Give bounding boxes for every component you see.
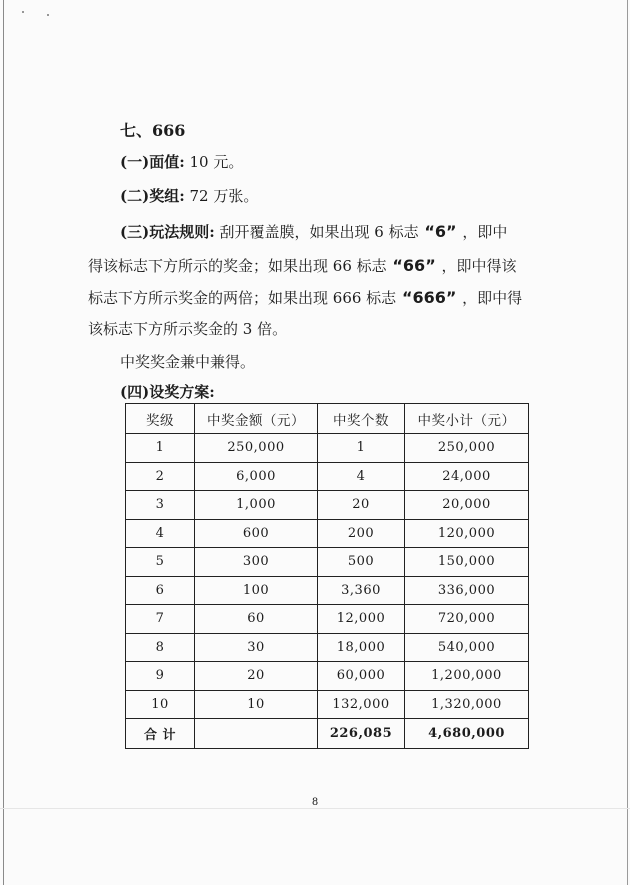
- page-number: 8: [311, 797, 319, 808]
- cell-level: 1: [126, 434, 195, 463]
- cell-subtotal: 24,000: [405, 462, 529, 491]
- multi-win-note: 中奖奖金兼中兼得。: [120, 353, 256, 371]
- rules-text-3a: 标志下方所示奖金的两倍；如果出现 666 标志: [88, 289, 397, 307]
- page-right-edge: [627, 0, 628, 885]
- table-row: [126, 690, 529, 719]
- rules-text-3b: ，即中得: [462, 289, 523, 307]
- prize-group-label: (二)奖组:: [120, 187, 185, 205]
- rules-text-1a: 刮开覆盖膜，如果出现 6 标志: [219, 223, 419, 241]
- cell-amount: 20: [195, 662, 318, 691]
- prize-group-line: [120, 186, 258, 206]
- header-count: 中奖个数: [318, 404, 405, 434]
- cell-level: 10: [126, 690, 195, 719]
- header-subtotal: 中奖小计（元）: [405, 404, 529, 434]
- cell-amount: 600: [195, 519, 318, 548]
- cell-subtotal: 150,000: [405, 548, 529, 577]
- cell-subtotal: 720,000: [405, 605, 529, 634]
- cell-count: 132,000: [318, 690, 405, 719]
- cell-count: 3,360: [318, 576, 405, 605]
- table-row: [126, 548, 529, 577]
- cell-amount: 1,000: [195, 491, 318, 520]
- total-label: 合 计: [126, 719, 195, 749]
- rules-text-1b: ，即中: [462, 223, 508, 241]
- table-header-row: [126, 404, 529, 434]
- rules-text-2a: 得该标志下方所示的奖金；如果出现 66 标志: [88, 257, 387, 275]
- cell-count: 200: [318, 519, 405, 548]
- symbol-666: “666”: [401, 288, 457, 307]
- cell-subtotal: 1,200,000: [405, 662, 529, 691]
- cell-amount: 100: [195, 576, 318, 605]
- table-row: [126, 519, 529, 548]
- table-row: [126, 434, 529, 463]
- table-row: [126, 662, 529, 691]
- cell-count: 20: [318, 491, 405, 520]
- cell-count: 12,000: [318, 605, 405, 634]
- table-row: [126, 462, 529, 491]
- cell-count: 18,000: [318, 633, 405, 662]
- cell-subtotal: 250,000: [405, 434, 529, 463]
- table-row: [126, 576, 529, 605]
- cell-subtotal: 120,000: [405, 519, 529, 548]
- rules-text-2b: ，即中得该: [441, 257, 517, 275]
- cell-subtotal: 336,000: [405, 576, 529, 605]
- cell-level: 5: [126, 548, 195, 577]
- cell-amount: 6,000: [195, 462, 318, 491]
- cell-amount: 10: [195, 690, 318, 719]
- face-value-text: 10 元。: [189, 153, 244, 171]
- header-amount: 中奖金额（元）: [195, 404, 318, 434]
- cell-level: 8: [126, 633, 195, 662]
- symbol-6: “6”: [424, 222, 457, 241]
- table-total-row: [126, 719, 529, 749]
- rules-label: (三)玩法规则:: [120, 223, 215, 241]
- prize-table: [125, 403, 529, 749]
- cell-subtotal: 1,320,000: [405, 690, 529, 719]
- scan-speck: [47, 14, 49, 16]
- cell-level: 7: [126, 605, 195, 634]
- cell-amount: 250,000: [195, 434, 318, 463]
- total-subtotal: 4,680,000: [405, 719, 529, 749]
- cell-amount: 30: [195, 633, 318, 662]
- scan-speck: [22, 11, 24, 13]
- rules-line-4: 该标志下方所示奖金的 3 倍。: [88, 320, 288, 338]
- prize-plan-label: (四)设奖方案:: [120, 383, 215, 401]
- cell-amount: 60: [195, 605, 318, 634]
- symbol-66: “66”: [392, 256, 436, 275]
- page-fold-line: [0, 808, 630, 809]
- cell-level: 2: [126, 462, 195, 491]
- header-level: 奖级: [126, 404, 195, 434]
- cell-subtotal: 540,000: [405, 633, 529, 662]
- rules-line-1: [120, 222, 507, 242]
- total-amount-empty: [195, 719, 318, 749]
- cell-level: 9: [126, 662, 195, 691]
- cell-count: 60,000: [318, 662, 405, 691]
- cell-count: 4: [318, 462, 405, 491]
- cell-level: 4: [126, 519, 195, 548]
- face-value-label: (一)面值:: [120, 153, 185, 171]
- cell-count: 1: [318, 434, 405, 463]
- page-left-edge: [3, 0, 4, 885]
- cell-subtotal: 20,000: [405, 491, 529, 520]
- section-heading: 七、666: [120, 121, 186, 140]
- table-row: [126, 605, 529, 634]
- prize-group-text: 72 万张。: [189, 187, 259, 205]
- table-row: [126, 491, 529, 520]
- rules-line-3: [88, 288, 522, 308]
- cell-level: 3: [126, 491, 195, 520]
- rules-line-2: [88, 256, 517, 276]
- cell-count: 500: [318, 548, 405, 577]
- face-value-line: [120, 152, 243, 172]
- table-row: [126, 633, 529, 662]
- cell-level: 6: [126, 576, 195, 605]
- cell-amount: 300: [195, 548, 318, 577]
- total-count: 226,085: [318, 719, 405, 749]
